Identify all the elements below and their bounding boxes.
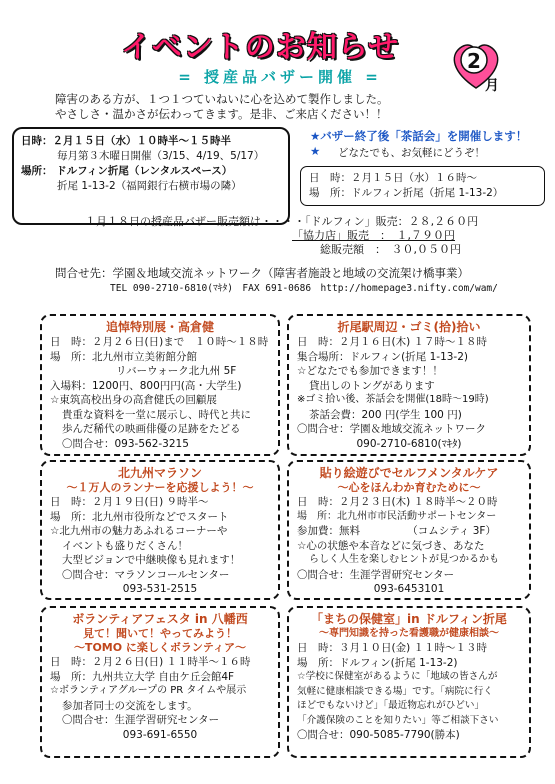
event-line: 場 所：九州共立大学 自由ケ丘会館4F (50, 670, 235, 683)
event-card-health-room (287, 606, 531, 758)
event-line: ☆心の状態や本音などに気づき、あなた (297, 539, 485, 552)
event-line: ☆ボランティアグループの PR タイムや展示 (50, 685, 247, 696)
intro-text (55, 92, 485, 122)
event-contact: 093-531-2515 (122, 583, 198, 595)
event-contact: 090-2710-6810(ﾏｷﾀ) (356, 437, 462, 450)
event-line: 日 時：２月２３日(木) １８時半～２０時 (297, 496, 498, 508)
contact-tel-fax-url: TEL 090-2710-6810(ﾏｷﾀ) FAX 691-0686 http://homepage3.nifty.com/wam/ (110, 283, 498, 294)
event-card-collage (287, 460, 531, 600)
event-subtitle: ～心をほんわか育むために～ (337, 481, 481, 494)
event-line: 大型ビジョンで中継映像も見れます！ (62, 554, 241, 566)
contact-info (55, 265, 545, 297)
event-subtitle-2: ～TOMO に楽しくボランティア～ (73, 641, 247, 654)
event-line: 歩んだ稀代の映画俳優の足跡をたどる (62, 423, 241, 435)
teaparty-subtitle: どなたでも、お気軽にどうぞ！ (338, 147, 485, 159)
event-line: 集合場所：ドルフィン(折尾 1-13-2) (297, 350, 468, 363)
teaparty-datetime: 日 時：２月１５日（水）１６時～ (309, 172, 477, 184)
event-line: らしく人生を楽しむヒントが見つかるかも (309, 554, 499, 565)
event-line: 参加費：無料 （コムシティ 3F） (297, 525, 496, 537)
bazaar-info-box (12, 127, 290, 225)
event-title: 「まちの保健室」in ドルフィン折尾 (311, 612, 507, 626)
event-line: 入場料：1200円、800円円(高・大学生) (50, 379, 242, 392)
event-line: 場 所：北九州市市民活動サポートセンター (297, 510, 497, 522)
bazaar-address: 折尾 1-13-2（福岡銀行右横市場の隣） (57, 180, 242, 192)
event-line: ※ゴミ拾い後、茶話会を開催(18時～19時) (297, 394, 489, 405)
sales-line-2: 「協力店」販売 ： １,７９０円 (292, 229, 455, 242)
event-card-cleanup (287, 314, 531, 456)
event-subtitle: ～専門知識を持った看護職が健康相談～ (319, 628, 499, 639)
event-line: ☆北九州市の魅力あふれるコーナーや (50, 525, 228, 537)
event-line: 場 所：北九州市立美術館分館 (50, 350, 197, 363)
event-line: 〇問合せ：生涯学習研究センター (297, 568, 455, 581)
page-title: イベントのお知らせ (120, 30, 400, 65)
bazaar-schedule: 毎月第３木曜日開催（3/15、4/19、5/17） (57, 150, 265, 162)
teaparty-info-box (300, 166, 545, 206)
sales-line-3: 総販売額 ： ３０,０５０円 (320, 243, 461, 256)
event-line: リバーウォーク北九州 5F (116, 365, 237, 377)
event-title: 折尾駅周辺・ゴミ(拾)拾い (337, 320, 481, 334)
bazaar-datetime: 日時：２月１５日（水）１０時半～１５時半 (21, 135, 231, 147)
teaparty-place: 場 所：ドルフィン折尾（折尾 1-13-2） (309, 187, 504, 199)
event-subtitle: 見て！聞いて！やってみよう！ (83, 627, 237, 640)
event-line: ☆学校に保健室があるように「地域の皆さんが (297, 671, 498, 682)
event-line: 日 時：２月２６日(日)まで １０時～１８時 (50, 336, 269, 348)
event-line: ほどでもないけど」「最近物忘れがひどい」 (297, 700, 485, 711)
bazaar-headline: = 授産品バザー開催 = (178, 68, 382, 86)
event-line: 日 時：２月１６日(木) １７時～１８時 (297, 336, 488, 348)
event-line: ☆どなたでも参加できます！！ (297, 365, 443, 377)
event-line: 〇問合せ：マラソンコールセンター (62, 568, 230, 581)
event-line: 日 時：２月１９日(日) ９時半～ (50, 496, 209, 508)
event-line: 〇問合せ：学園＆地域交流ネットワーク (297, 423, 486, 435)
event-subtitle: ～１万人のランナーを応援しよう！～ (66, 481, 254, 494)
event-line: 茶話会費：200 円(学生 100 円) (309, 408, 462, 421)
event-line: 参加者同士の交流をします。 (62, 699, 198, 712)
teaparty-title: ★バザー終了後「茶話会」を開催します！★ (310, 129, 528, 158)
event-line: 日 時：３月１０日(金) １１時～１３時 (297, 642, 488, 654)
event-line: 「介護保険のことを知りたい」等ご相談下さい (297, 714, 499, 726)
event-line: 貴重な資料を一堂に展示し、時代と共に (62, 408, 251, 421)
month-unit: 月 (485, 78, 499, 92)
intro-line-2: やさしさ・温かさが伝わってきます。是非、ご来店ください！！ (55, 107, 388, 121)
event-card-takakura (40, 314, 280, 456)
event-line: 場 所：ドルフィン(折尾 1-13-2) (297, 656, 458, 669)
event-line: 場 所：北九州市役所などでスタート (50, 510, 229, 523)
event-line: 貸出しのトングがあります (309, 379, 435, 392)
event-contact: 093-691-6550 (122, 728, 198, 741)
event-title: 北九州マラソン (117, 466, 202, 480)
event-contact: 093-6453101 (373, 583, 445, 595)
event-line: 気軽に健康相談できる場」です。「病院に行く (297, 685, 493, 697)
month-number: 2 (467, 49, 481, 73)
event-title: 貼り絵遊びでセルフメンタルケア (319, 466, 499, 480)
event-card-marathon (40, 460, 280, 600)
intro-line-1: 障害のある方が、１つ１つていねいに心を込めて製作しました。 (55, 92, 389, 106)
sales-report (85, 215, 545, 257)
event-contact: 〇問合せ：093-562-3215 (62, 437, 189, 450)
event-line: 〇問合せ：生涯学習研究センター (62, 714, 220, 726)
event-title: 追悼特別展・高倉健 (105, 320, 214, 334)
event-line: イベントも盛りだくさん！ (62, 539, 188, 552)
bazaar-place: 場所： ドルフィン折尾（レンタルスペース） (21, 165, 233, 177)
event-contact: 〇問合せ：090-5085-7790(勝本) (297, 729, 460, 741)
contact-org: 問合せ先：学園＆地域交流ネットワーク（障害者施設と地域の交流架け橋事業） (55, 266, 469, 280)
event-card-volunteer (40, 606, 280, 758)
event-title: ボランティアフェスタ in 八幡西 (72, 612, 248, 626)
event-line: 日 時：２月２６日(日) １１時半～１６時 (50, 656, 251, 668)
sales-line-1: １月１８日の授産品バザー販売額は・・・・「ドルフィン」販売：２８,２６０円 (85, 215, 479, 228)
event-line: ☆東筑高校出身の高倉健氏の回顧展 (50, 394, 217, 406)
